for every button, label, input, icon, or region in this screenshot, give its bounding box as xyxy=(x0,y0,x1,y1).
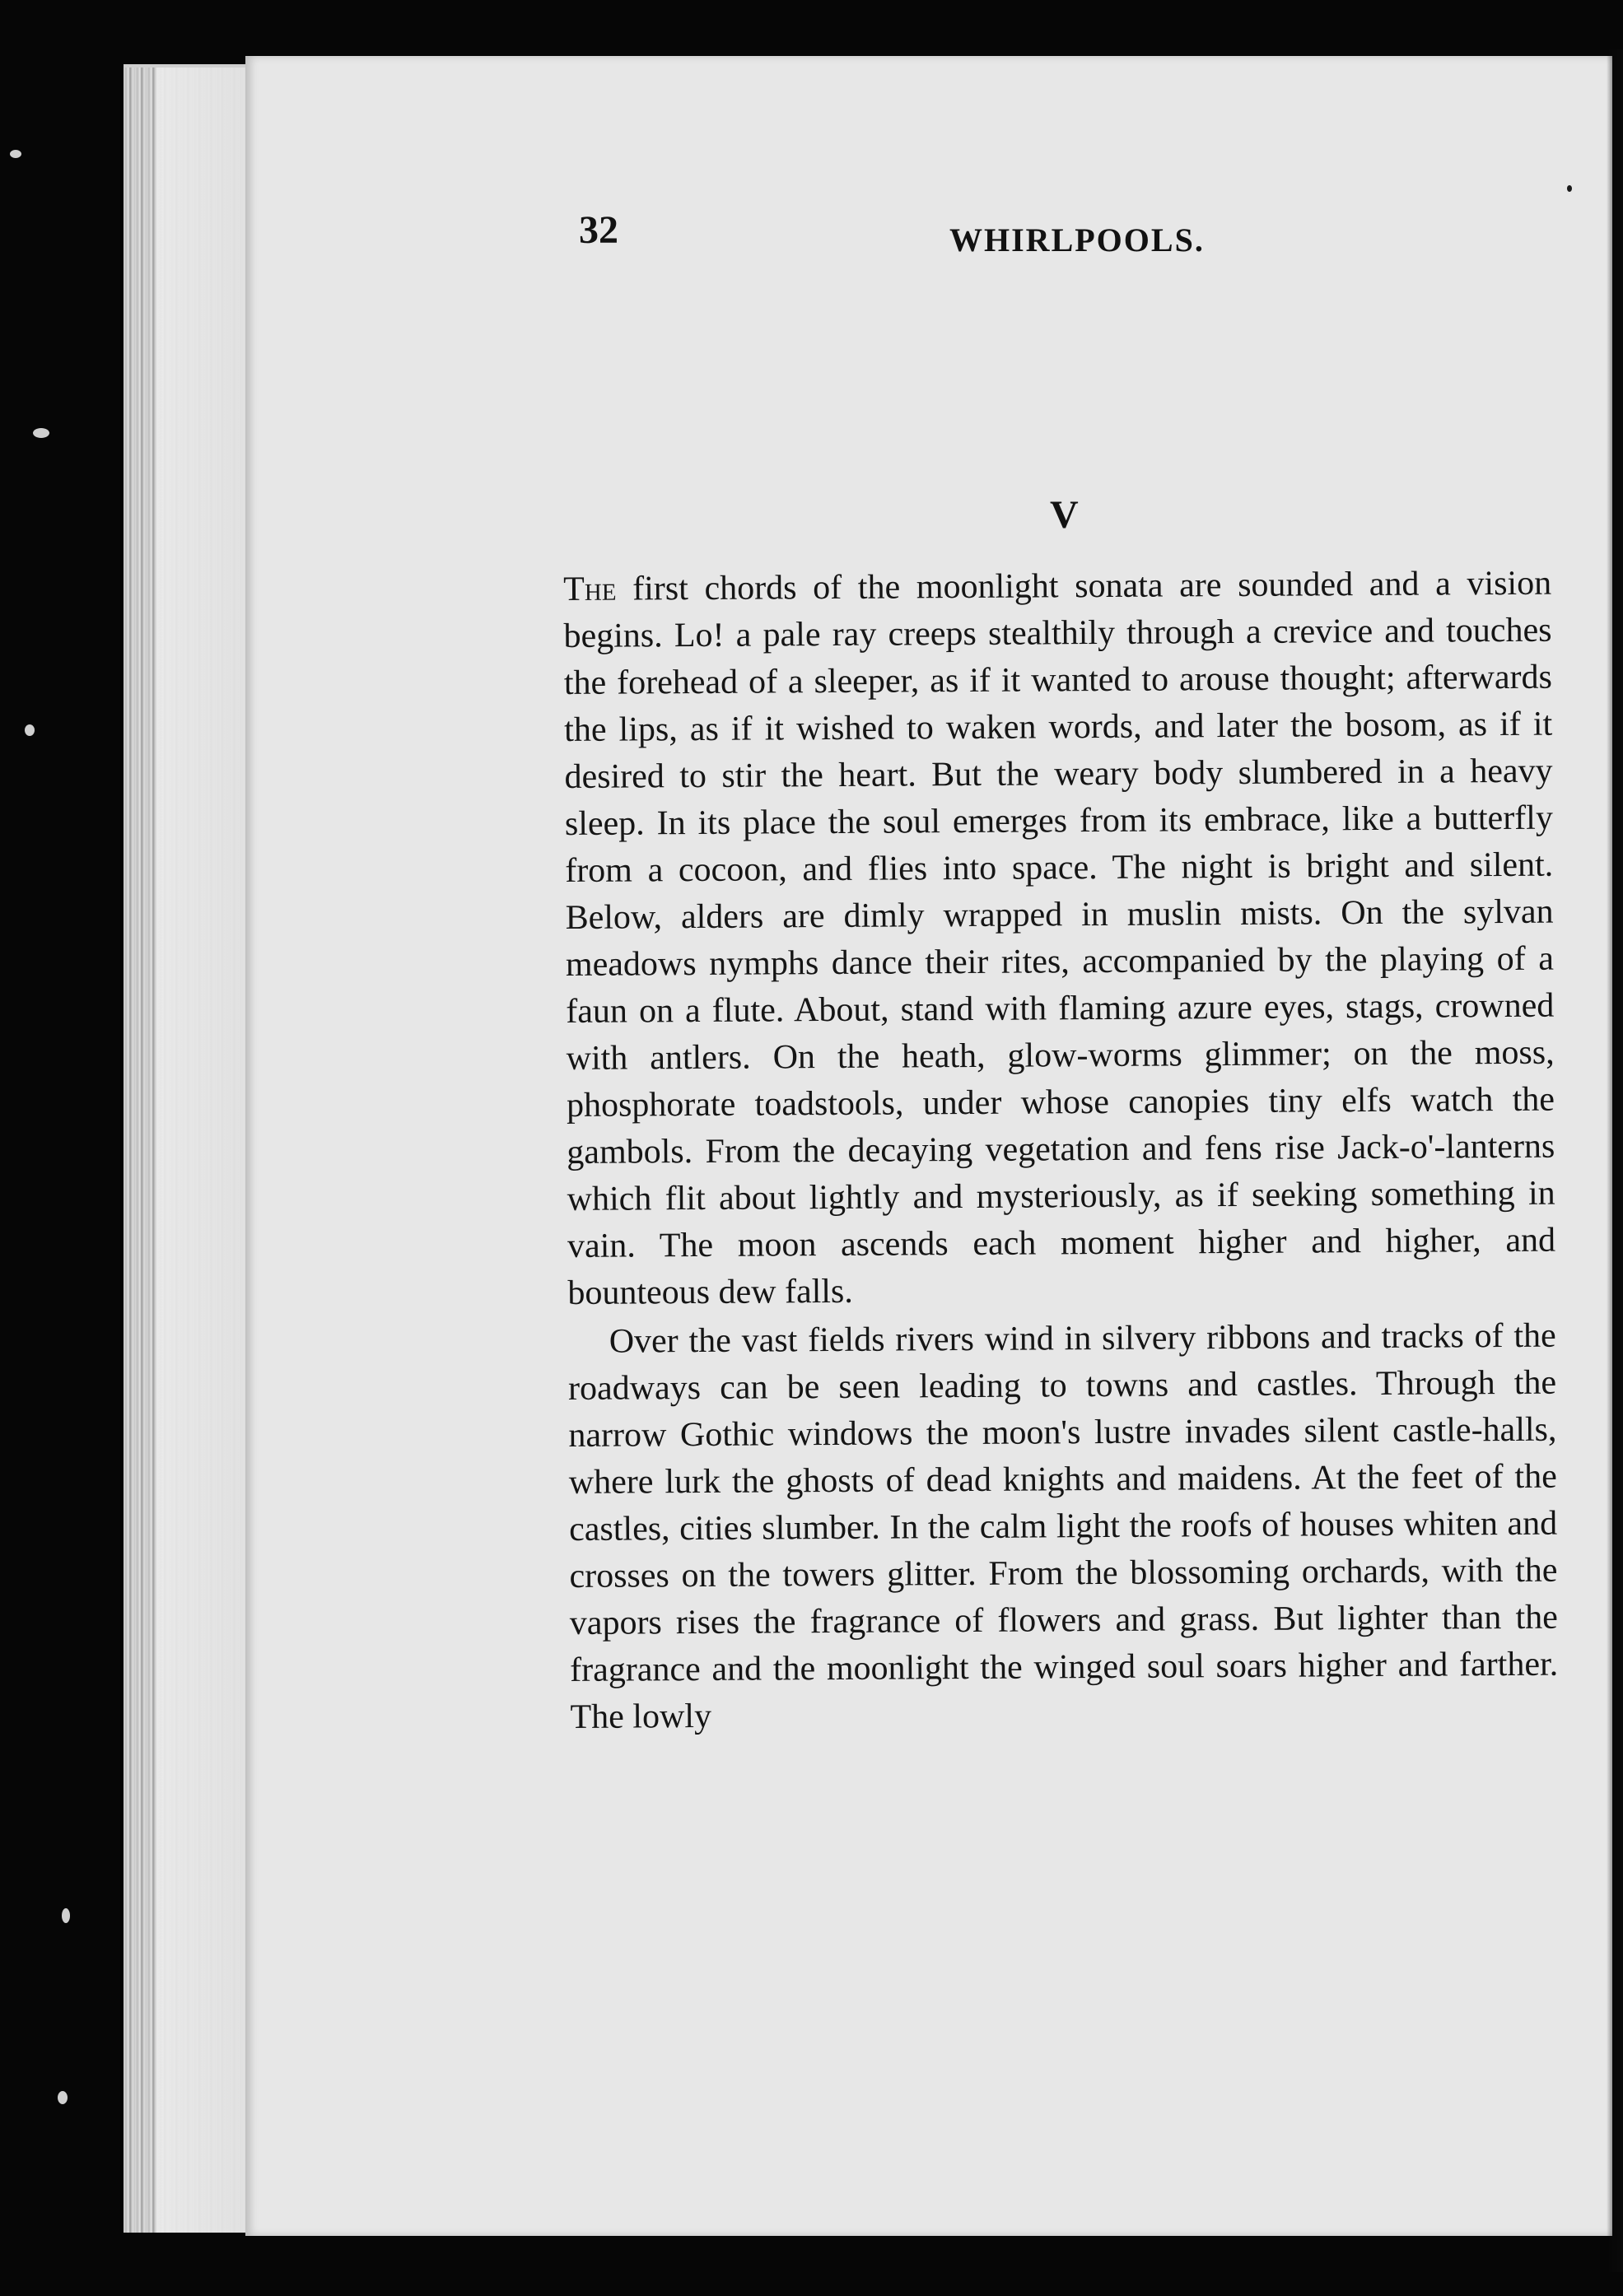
dust-speck xyxy=(1567,185,1572,192)
dust-speck xyxy=(58,2091,68,2104)
binding-shadow xyxy=(1607,49,1623,2272)
running-head: WHIRLPOOLS. xyxy=(949,221,1205,258)
dust-speck xyxy=(62,1908,70,1923)
body-text xyxy=(563,561,1559,1741)
dust-speck xyxy=(33,428,49,438)
dust-speck xyxy=(25,724,35,736)
page-edges xyxy=(124,64,255,2233)
chapter-heading: V xyxy=(1050,493,1079,537)
paragraph-lead-word: The xyxy=(563,570,617,608)
dust-speck xyxy=(10,150,21,158)
paragraph-text: first chords of the moonlight sonata are sounded and a vision begins. Lo! a pale ray creeps stealthily through a crevice and touches the forehead of a sleeper, as if it wanted to arouse thought; afterwards the lips, as if it wished to waken words, and later the bosom, as if it desired to stir the heart. But the weary body slumbered in a heavy sleep. In its place the soul emerges from its embrace, like a butterfly from a cocoon, and flies into space. The night is bright and silent. Below, alders are dimly wrapped in muslin mists. On the sylvan meadows nymphs dance their rites, accompanied by the playing of a faun on a flute. About, stand with flaming azure eyes, stags, crowned with antlers. On the heath, glow-worms glimmer; on the moss, phosphorate toadstools, under whose canopies tiny elfs watch the gambols. From the decaying vegetation and fens rise Jack-o'-lanterns which flit about lightly and mysteriously, as if seeking something in vain. The moon ascends each moment higher and higher, and bounteous dew falls. xyxy=(563,564,1556,1312)
paragraph xyxy=(563,561,1556,1317)
paragraph: Over the vast fields rivers wind in silvery ribbons and tracks of the roadways can be seen leading to towns and castles. Through the narrow Gothic windows the moon's lustre invades silent castle-halls, where lurk the ghosts of dead knights and maidens. At the feet of the castles, cities slumber. In the calm light the roofs of houses whiten and crosses on the towers glitter. From the blossoming orchards, with the vapors rises the fragrance of flowers and grass. But lighter than the fragrance and the moonlight the winged soul soars higher and farther. The lowly xyxy=(567,1316,1559,1736)
page-number: 32 xyxy=(579,208,618,252)
